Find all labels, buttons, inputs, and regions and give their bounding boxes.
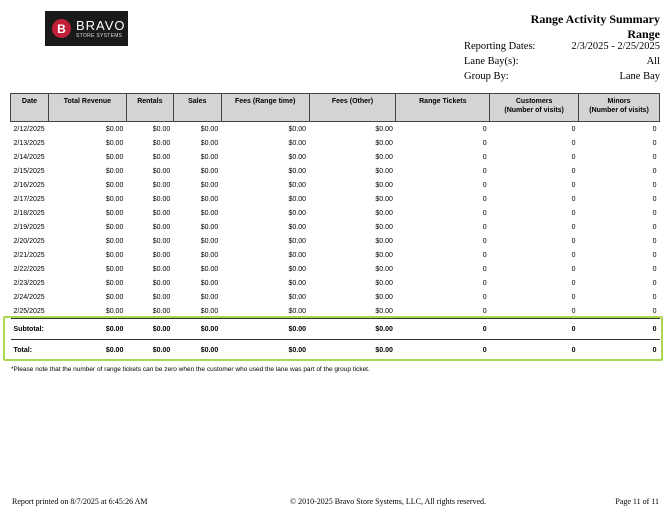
value-cell: 0 <box>571 181 576 189</box>
value-cell: $0.00 <box>288 139 307 147</box>
column-header: Fees (Other) <box>309 94 396 122</box>
value-cell: $0.00 <box>288 307 307 315</box>
value-cell: $0.00 <box>200 153 219 161</box>
value-cell: 0 <box>396 319 490 340</box>
page-number: Page 11 of 11 <box>615 497 659 506</box>
value-cell: 0 <box>482 139 487 147</box>
row-label-cell: Subtotal: <box>11 319 49 340</box>
row-label-cell: 2/23/2025 <box>13 279 45 287</box>
table-row <box>11 150 660 164</box>
row-label-cell: 2/21/2025 <box>13 251 45 259</box>
value-cell: $0.00 <box>288 251 307 259</box>
value-cell: $0.00 <box>200 125 219 133</box>
value-cell: 0 <box>490 319 579 340</box>
value-cell: $0.00 <box>288 125 307 133</box>
header-row <box>11 94 660 122</box>
value-cell: 0 <box>482 209 487 217</box>
column-header: Customers (Number of visits) <box>490 94 579 122</box>
table-row <box>11 192 660 206</box>
value-cell: $0.00 <box>375 195 393 203</box>
column-header: Range Tickets <box>396 94 490 122</box>
value-cell: 0 <box>652 307 657 315</box>
value-cell: $0.00 <box>288 293 307 301</box>
row-label-cell: 2/12/2025 <box>13 125 45 133</box>
value-cell: $0.00 <box>288 223 307 231</box>
value-cell: 0 <box>482 125 487 133</box>
value-cell: $0.00 <box>48 319 126 340</box>
meta-label-groupby: Group By: <box>464 71 509 82</box>
value-cell: $0.00 <box>105 293 124 301</box>
column-header: Date <box>11 94 49 122</box>
value-cell: $0.00 <box>105 307 124 315</box>
value-cell: 0 <box>482 265 487 273</box>
value-cell: 0 <box>482 307 487 315</box>
row-label-cell: 2/20/2025 <box>13 237 45 245</box>
row-label-cell: Total: <box>11 340 49 361</box>
value-cell: $0.00 <box>152 153 171 161</box>
value-cell: $0.00 <box>105 251 124 259</box>
value-cell: $0.00 <box>200 251 219 259</box>
table-row <box>11 220 660 234</box>
value-cell: $0.00 <box>152 195 171 203</box>
value-cell: 0 <box>652 181 657 189</box>
row-label-cell: 2/15/2025 <box>13 167 45 175</box>
value-cell: $0.00 <box>375 181 393 189</box>
column-header: Total Revenue <box>48 94 126 122</box>
value-cell: $0.00 <box>152 139 171 147</box>
value-cell: $0.00 <box>200 307 219 315</box>
value-cell: 0 <box>482 153 487 161</box>
value-cell: $0.00 <box>375 209 393 217</box>
value-cell: $0.00 <box>288 153 307 161</box>
column-header: Fees (Range time) <box>221 94 309 122</box>
value-cell: 0 <box>571 125 576 133</box>
value-cell: $0.00 <box>152 167 171 175</box>
value-cell: $0.00 <box>152 265 171 273</box>
value-cell: 0 <box>652 223 657 231</box>
value-cell: $0.00 <box>288 265 307 273</box>
value-cell: $0.00 <box>288 209 307 217</box>
value-cell: 0 <box>482 293 487 301</box>
value-cell: 0 <box>571 293 576 301</box>
footnote: *Please note that the number of range tickets can be zero when the customer who used the lane was part of the group ticket. <box>11 366 370 373</box>
value-cell: 0 <box>482 237 487 245</box>
value-cell: $0.00 <box>105 279 124 287</box>
copyright-notice: © 2010-2025 Bravo Store Systems, LLC, All rights reserved. <box>290 497 487 506</box>
logo-mark-icon: B <box>52 19 71 38</box>
row-label-cell: 2/25/2025 <box>13 307 45 315</box>
value-cell: $0.00 <box>200 265 219 273</box>
value-cell: 0 <box>482 167 487 175</box>
logo-word: BRAVO <box>76 17 126 33</box>
meta-label-dates: Reporting Dates: <box>464 41 536 52</box>
value-cell: 0 <box>579 340 660 361</box>
table-header <box>11 94 660 122</box>
value-cell: $0.00 <box>288 195 307 203</box>
meta-label-lanebay: Lane Bay(s): <box>464 56 519 67</box>
value-cell: 0 <box>652 237 657 245</box>
totals-highlight-box <box>3 316 663 361</box>
row-label-cell: 2/19/2025 <box>13 223 45 231</box>
value-cell: $0.00 <box>152 125 171 133</box>
value-cell: $0.00 <box>173 319 221 340</box>
value-cell: $0.00 <box>126 340 173 361</box>
value-cell: $0.00 <box>173 340 221 361</box>
value-cell: $0.00 <box>126 319 173 340</box>
report-subtitle: Range <box>627 27 660 41</box>
value-cell: 0 <box>652 293 657 301</box>
logo-text <box>76 19 126 39</box>
value-cell: $0.00 <box>200 167 219 175</box>
value-cell: $0.00 <box>105 209 124 217</box>
value-cell: 0 <box>652 167 657 175</box>
value-cell: $0.00 <box>288 237 307 245</box>
value-cell: $0.00 <box>152 251 171 259</box>
value-cell: $0.00 <box>375 293 393 301</box>
row-label-cell: 2/24/2025 <box>13 293 45 301</box>
table-row <box>11 234 660 248</box>
value-cell: 0 <box>571 237 576 245</box>
value-cell: 0 <box>571 139 576 147</box>
column-header: Rentals <box>126 94 173 122</box>
value-cell: 0 <box>579 319 660 340</box>
value-cell: 0 <box>571 265 576 273</box>
value-cell: 0 <box>482 251 487 259</box>
value-cell: $0.00 <box>375 237 393 245</box>
value-cell: $0.00 <box>105 223 124 231</box>
table-row <box>11 290 660 304</box>
value-cell: 0 <box>396 340 490 361</box>
value-cell: $0.00 <box>375 153 393 161</box>
value-cell: $0.00 <box>375 265 393 273</box>
value-cell: 0 <box>652 153 657 161</box>
column-header: Minors (Number of visits) <box>579 94 660 122</box>
value-cell: 0 <box>482 181 487 189</box>
table-row <box>11 262 660 276</box>
value-cell: $0.00 <box>105 153 124 161</box>
value-cell: 0 <box>571 195 576 203</box>
value-cell: 0 <box>652 139 657 147</box>
value-cell: 0 <box>652 195 657 203</box>
value-cell: 0 <box>490 340 579 361</box>
table-row <box>11 122 660 137</box>
row-label-cell: 2/17/2025 <box>13 195 45 203</box>
bravo-logo <box>45 11 128 46</box>
value-cell: $0.00 <box>200 237 219 245</box>
value-cell: $0.00 <box>105 125 124 133</box>
value-cell: $0.00 <box>375 125 393 133</box>
column-header: Sales <box>173 94 221 122</box>
table-row <box>11 248 660 262</box>
value-cell: $0.00 <box>105 167 124 175</box>
meta-value-lanebay: All <box>646 56 660 67</box>
value-cell: $0.00 <box>309 319 396 340</box>
value-cell: $0.00 <box>105 195 124 203</box>
value-cell: $0.00 <box>105 265 124 273</box>
meta-value-dates: 2/3/2025 - 2/25/2025 <box>571 41 660 52</box>
value-cell: $0.00 <box>200 209 219 217</box>
value-cell: $0.00 <box>375 251 393 259</box>
value-cell: $0.00 <box>105 237 124 245</box>
value-cell: $0.00 <box>288 181 307 189</box>
table-row <box>11 206 660 220</box>
value-cell: $0.00 <box>375 167 393 175</box>
value-cell: $0.00 <box>152 223 171 231</box>
printed-timestamp: Report printed on 8/7/2025 at 6:45:26 AM <box>12 497 148 506</box>
row-label-cell: 2/22/2025 <box>13 265 45 273</box>
value-cell: $0.00 <box>288 167 307 175</box>
row-label-cell: 2/13/2025 <box>13 139 45 147</box>
value-cell: 0 <box>652 251 657 259</box>
value-cell: $0.00 <box>200 293 219 301</box>
value-cell: 0 <box>571 209 576 217</box>
table-row <box>11 164 660 178</box>
value-cell: $0.00 <box>375 139 393 147</box>
value-cell: $0.00 <box>200 181 219 189</box>
value-cell: $0.00 <box>152 279 171 287</box>
value-cell: 0 <box>571 223 576 231</box>
value-cell: $0.00 <box>105 181 124 189</box>
value-cell: 0 <box>652 265 657 273</box>
value-cell: 0 <box>571 307 576 315</box>
row-label-cell: 2/18/2025 <box>13 209 45 217</box>
value-cell: 0 <box>652 125 657 133</box>
value-cell: 0 <box>571 279 576 287</box>
value-cell: 0 <box>482 279 487 287</box>
value-cell: 0 <box>482 195 487 203</box>
value-cell: $0.00 <box>152 209 171 217</box>
logo-sub: STORE SYSTEMS <box>76 32 123 39</box>
value-cell: $0.00 <box>200 279 219 287</box>
value-cell: $0.00 <box>200 223 219 231</box>
value-cell: $0.00 <box>375 279 393 287</box>
row-label-cell: 2/14/2025 <box>13 153 45 161</box>
row-label-cell: 2/16/2025 <box>13 181 45 189</box>
value-cell: $0.00 <box>375 307 393 315</box>
value-cell: $0.00 <box>152 237 171 245</box>
value-cell: $0.00 <box>221 340 309 361</box>
meta-value-groupby: Lane Bay <box>619 71 660 82</box>
value-cell: 0 <box>652 209 657 217</box>
report-title: Range Activity Summary <box>530 12 660 26</box>
value-cell: $0.00 <box>152 307 171 315</box>
value-cell: $0.00 <box>309 340 396 361</box>
table-row <box>11 178 660 192</box>
value-cell: $0.00 <box>200 139 219 147</box>
value-cell: 0 <box>652 279 657 287</box>
value-cell: $0.00 <box>221 319 309 340</box>
table-row <box>11 276 660 290</box>
table-row <box>11 136 660 150</box>
value-cell: 0 <box>571 167 576 175</box>
value-cell: $0.00 <box>200 195 219 203</box>
value-cell: $0.00 <box>152 181 171 189</box>
value-cell: 0 <box>571 251 576 259</box>
value-cell: $0.00 <box>288 279 307 287</box>
value-cell: $0.00 <box>105 139 124 147</box>
value-cell: 0 <box>482 223 487 231</box>
value-cell: $0.00 <box>48 340 126 361</box>
value-cell: $0.00 <box>375 223 393 231</box>
value-cell: $0.00 <box>152 293 171 301</box>
value-cell: 0 <box>571 153 576 161</box>
